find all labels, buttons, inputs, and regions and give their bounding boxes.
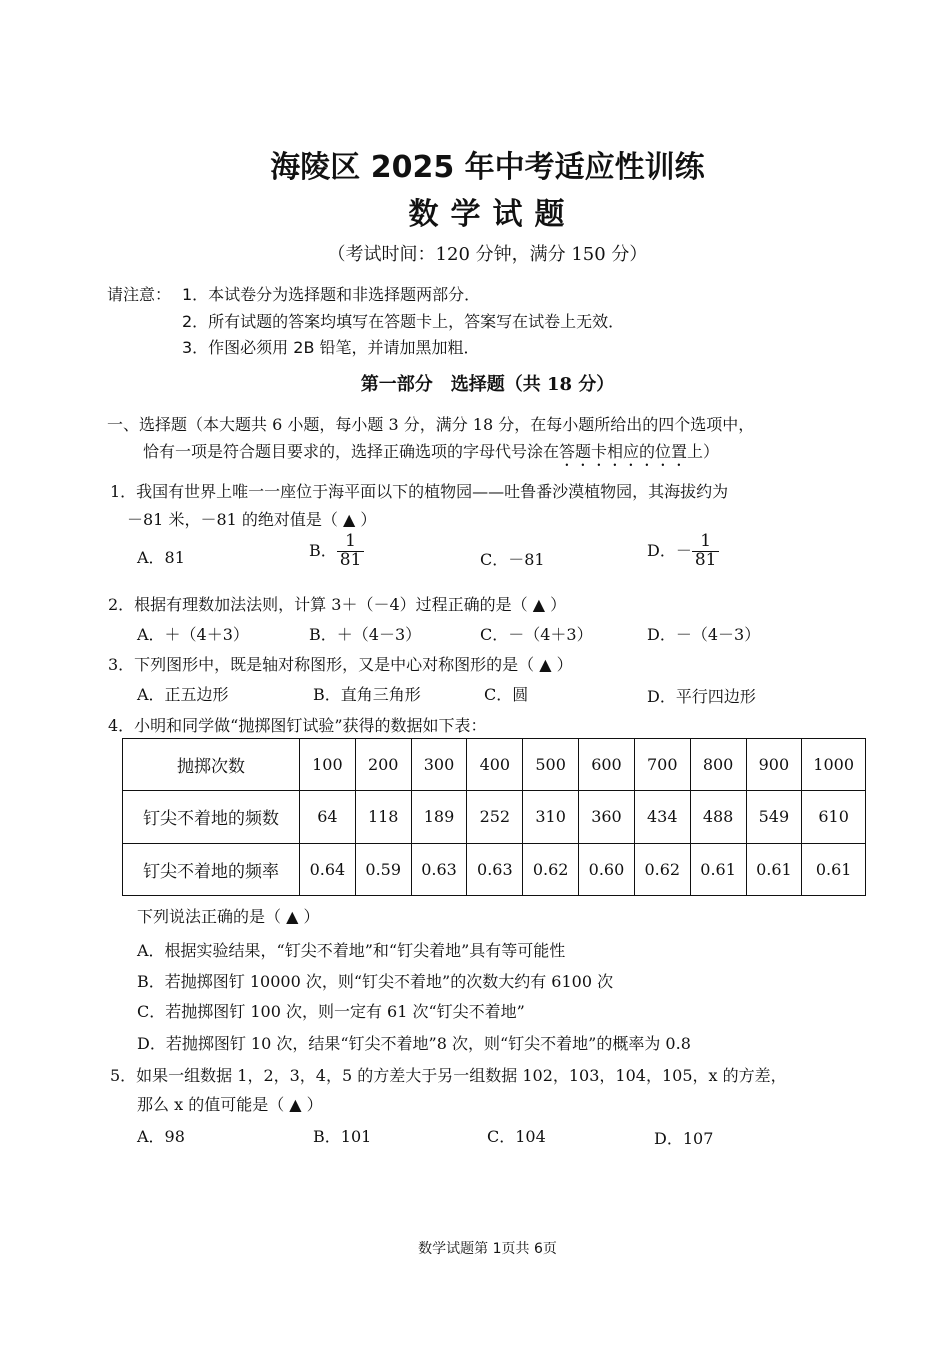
table-cell: 1000 — [802, 739, 866, 791]
q3-option-c: C．圆 — [484, 685, 529, 704]
notice-item-1: 1．本试卷分为选择题和非选择题两部分． — [182, 285, 481, 304]
notice-label: 请注意： — [107, 285, 172, 304]
notice-item-2: 2．所有试题的答案均填写在答题卡上，答案写在试卷上无效． — [182, 312, 625, 331]
page-footer: 数学试题第 1页共 6页 — [418, 1241, 557, 1257]
table-cell: 500 — [523, 739, 579, 791]
q4-option-b: B．若抛掷图钉 10000 次，则“钉尖不着地”的次数大约有 6100 次 — [137, 972, 614, 991]
q1-option-b-fraction — [337, 533, 365, 570]
q1-option-b-label: B． — [309, 540, 337, 560]
q4-option-a: A．根据实验结果，“钉尖不着地”和“钉尖着地”具有等可能性 — [137, 941, 566, 960]
table-row-header: 抛掷次数 — [123, 739, 300, 791]
table-cell: 0.61 — [802, 843, 866, 895]
fraction-denominator: 81 — [692, 551, 720, 570]
table-cell: 118 — [355, 791, 411, 843]
table-cell: 600 — [579, 739, 635, 791]
data-table — [122, 738, 866, 896]
page-title: 海陵区 2025 年中考适应性训练 — [270, 150, 705, 185]
q5-stem-line2: 那么 x 的值可能是（ ▲ ） — [137, 1095, 323, 1114]
exam-info: （考试时间：120 分钟，满分 150 分） — [327, 244, 648, 265]
q2-option-c: C．－（4＋3） — [480, 625, 593, 644]
section-intro-line2-emphasis: 答题卡相应的位置 — [559, 442, 688, 461]
table-cell: 64 — [300, 791, 356, 843]
page-subtitle: 数学试题 — [408, 197, 577, 232]
table-cell: 0.63 — [467, 843, 523, 895]
fraction-denominator: 81 — [337, 551, 365, 570]
q3-option-d: D．平行四边形 — [647, 687, 756, 706]
q1-option-d-label: D．－ — [647, 540, 692, 560]
q2-option-a: A．＋（4＋3） — [137, 625, 249, 644]
table-cell: 400 — [467, 739, 523, 791]
table-cell: 700 — [634, 739, 690, 791]
table-cell: 0.61 — [690, 843, 746, 895]
table-row-header: 钉尖不着地的频数 — [123, 791, 300, 843]
fraction-numerator: 1 — [700, 531, 712, 551]
section-intro-line2 — [143, 439, 719, 470]
table-cell: 252 — [467, 791, 523, 843]
q2-stem: 2．根据有理数加法法则，计算 3＋（－4）过程正确的是（ ▲ ） — [108, 595, 567, 614]
q2-option-d: D．－（4－3） — [647, 625, 761, 644]
q4-prompt: 下列说法正确的是（ ▲ ） — [137, 907, 320, 926]
q5-option-d: D．107 — [654, 1129, 714, 1148]
fraction-numerator: 1 — [345, 531, 356, 551]
table-cell: 0.62 — [634, 843, 690, 895]
table-cell: 549 — [746, 791, 802, 843]
table-cell: 310 — [523, 791, 579, 843]
table-cell: 189 — [411, 791, 467, 843]
table-row — [123, 843, 866, 895]
q3-stem: 3．下列图形中，既是轴对称图形，又是中心对称图形的是（ ▲ ） — [108, 655, 573, 674]
q1-stem-line1: 1．我国有世界上唯一一座位于海平面以下的植物园——吐鲁番沙漠植物园，其海拔约为 — [110, 482, 729, 501]
table-cell: 0.64 — [300, 843, 356, 895]
table-cell: 0.61 — [746, 843, 802, 895]
table-cell: 0.63 — [411, 843, 467, 895]
section-heading: 第一部分 选择题（共 18 分） — [360, 374, 615, 395]
q4-option-d: D．若抛掷图钉 10 次，结果“钉尖不着地”8 次，则“钉尖不着地”的概率为 0.8 — [137, 1034, 691, 1053]
table-cell: 0.62 — [523, 843, 579, 895]
table-cell: 610 — [802, 791, 866, 843]
table-cell: 434 — [634, 791, 690, 843]
q2-option-b: B．＋（4－3） — [309, 625, 422, 644]
q1-option-d — [647, 533, 719, 570]
q3-option-a: A．正五边形 — [137, 685, 229, 704]
table-cell: 0.60 — [579, 843, 635, 895]
q5-stem-line1: 5．如果一组数据 1，2，3，4，5 的方差大于另一组数据 102，103，104，105，x 的方差， — [110, 1066, 787, 1085]
table-cell: 360 — [579, 791, 635, 843]
section-intro-line2-a: 恰有一项是符合题目要求的，选择正确选项的字母代号涂在 — [143, 442, 560, 461]
notice-item-3: 3．作图必须用 2B 铅笔，并请加黑加粗． — [182, 338, 480, 357]
q4-stem: 4．小明和同学做“抛掷图钉试验”获得的数据如下表： — [108, 716, 487, 735]
q1-option-a: A．81 — [137, 548, 185, 567]
section-intro-line1: 一、选择题（本大题共 6 小题，每小题 3 分，满分 18 分，在每小题所给出的四个选项中， — [107, 415, 755, 434]
q1-stem-line2: －81 米，－81 的绝对值是（ ▲ ） — [127, 510, 377, 529]
q1-option-b — [309, 533, 364, 570]
q1-option-d-fraction — [692, 533, 720, 570]
table-cell: 0.59 — [355, 843, 411, 895]
q3-option-b: B．直角三角形 — [313, 685, 421, 704]
q4-option-c: C．若抛掷图钉 100 次，则一定有 61 次“钉尖不着地” — [137, 1002, 525, 1021]
table-row — [123, 791, 866, 843]
table-cell: 488 — [690, 791, 746, 843]
section-intro-line2-c: 上） — [687, 442, 720, 461]
table-cell: 100 — [300, 739, 356, 791]
table-row — [123, 739, 866, 791]
table-cell: 800 — [690, 739, 746, 791]
table-row-header: 钉尖不着地的频率 — [123, 843, 300, 895]
table-cell: 900 — [746, 739, 802, 791]
q5-option-c: C．104 — [487, 1127, 546, 1146]
q1-option-c: C．－81 — [480, 550, 545, 569]
table-cell: 300 — [411, 739, 467, 791]
table-cell: 200 — [355, 739, 411, 791]
q5-option-a: A．98 — [137, 1127, 185, 1146]
q5-option-b: B．101 — [313, 1127, 372, 1146]
